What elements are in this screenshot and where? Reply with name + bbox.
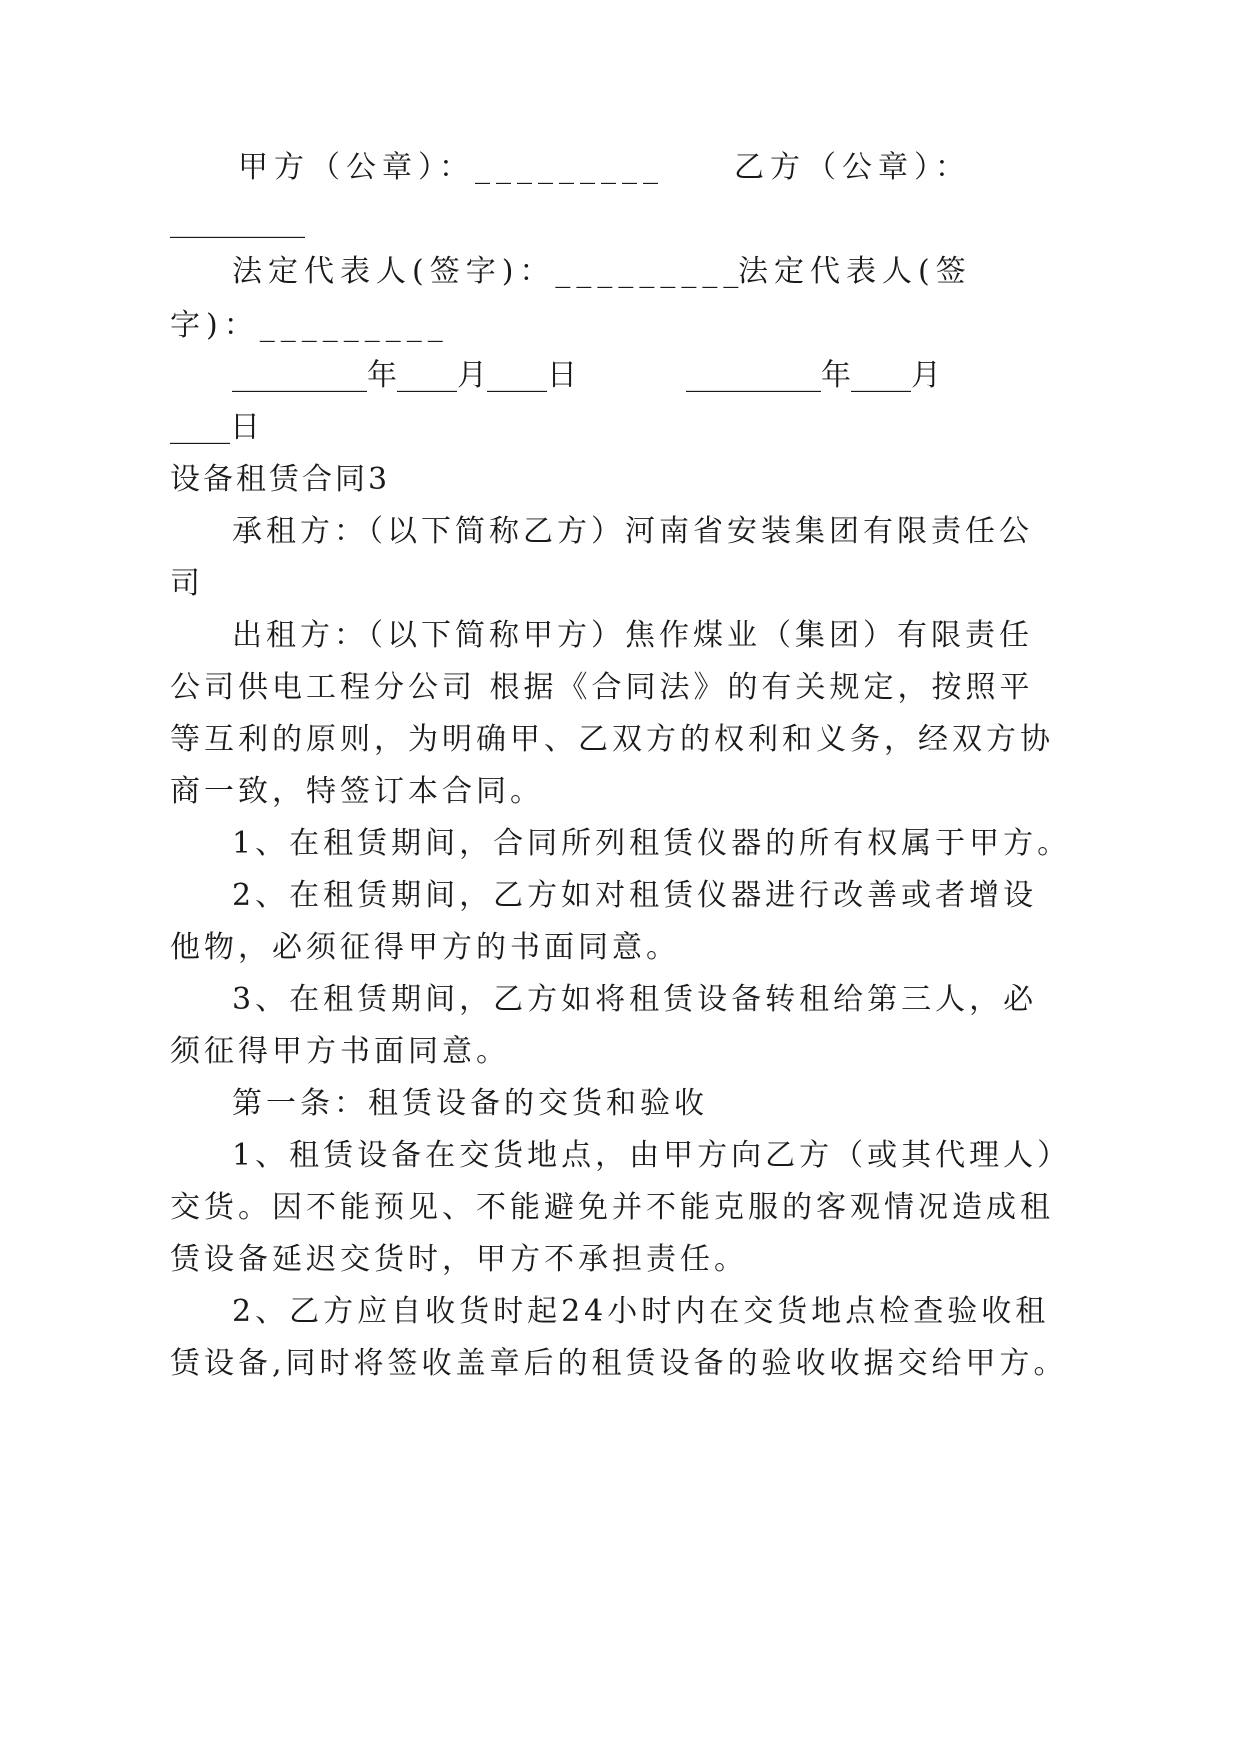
party-b-rep-start: 法定代表人(签 (738, 254, 972, 289)
paragraph-line: 公司供电工程分公司 根据《合同法》的有关规定，按照平 (170, 670, 1034, 705)
paragraph-line: 2、在租赁期间，乙方如对租赁仪器进行改善或者增设 (232, 878, 1038, 913)
paragraph-line: 须征得甲方书面同意。 (170, 1034, 510, 1069)
paragraph-line: 他物，必须征得甲方的书面同意。 (170, 930, 680, 965)
paragraph-line: 等互利的原则，为明确甲、乙双方的权利和义务，经双方协 (170, 722, 1054, 757)
section-heading: 第一条：租赁设备的交货和验收 (232, 1086, 708, 1121)
party-a-seal: 甲方（公章）：_________ (238, 150, 664, 185)
party-b-seal: 乙方（公章）： (734, 150, 971, 185)
party-b-date-end: ____日 (170, 410, 260, 445)
paragraph-line: 商一致，特签订本合同。 (170, 774, 544, 809)
contract-title: 设备租赁合同3 (170, 462, 391, 497)
paragraph-line: 交货。因不能预见、不能避免并不能克服的客观情况造成租 (170, 1190, 1054, 1225)
paragraph-line: 赁设备延迟交货时，甲方不承担责任。 (170, 1242, 748, 1277)
paragraph-line: 司 (170, 566, 204, 601)
paragraph-line: 1、在租赁期间，合同所列租赁仪器的所有权属于甲方。 (232, 826, 1072, 861)
party-b-date-start: _________年____月 (686, 358, 941, 393)
party-b-seal-blank: _________ (170, 204, 305, 239)
paragraph-line: 3、在租赁期间，乙方如将租赁设备转租给第三人，必 (232, 982, 1038, 1017)
paragraph-line: 出租方：（以下简称甲方）焦作煤业（集团）有限责任 (232, 618, 1033, 653)
paragraph-line: 2、乙方应自收货时起24小时内在交货地点检查验收租 (232, 1294, 1050, 1329)
paragraph-line: 1、租赁设备在交货地点，由甲方向乙方（或其代理人） (232, 1138, 1072, 1173)
paragraph-line: 赁设备,同时将签收盖章后的租赁设备的验收收据交给甲方。 (170, 1346, 1068, 1381)
party-b-rep-end: 字)：_________ (170, 308, 449, 343)
paragraph-line: 承租方：（以下简称乙方）河南省安装集团有限责任公 (232, 514, 1033, 549)
party-a-rep: 法定代表人(签字)：_________ (232, 254, 745, 289)
party-a-date: _________年____月____日 (232, 358, 577, 393)
